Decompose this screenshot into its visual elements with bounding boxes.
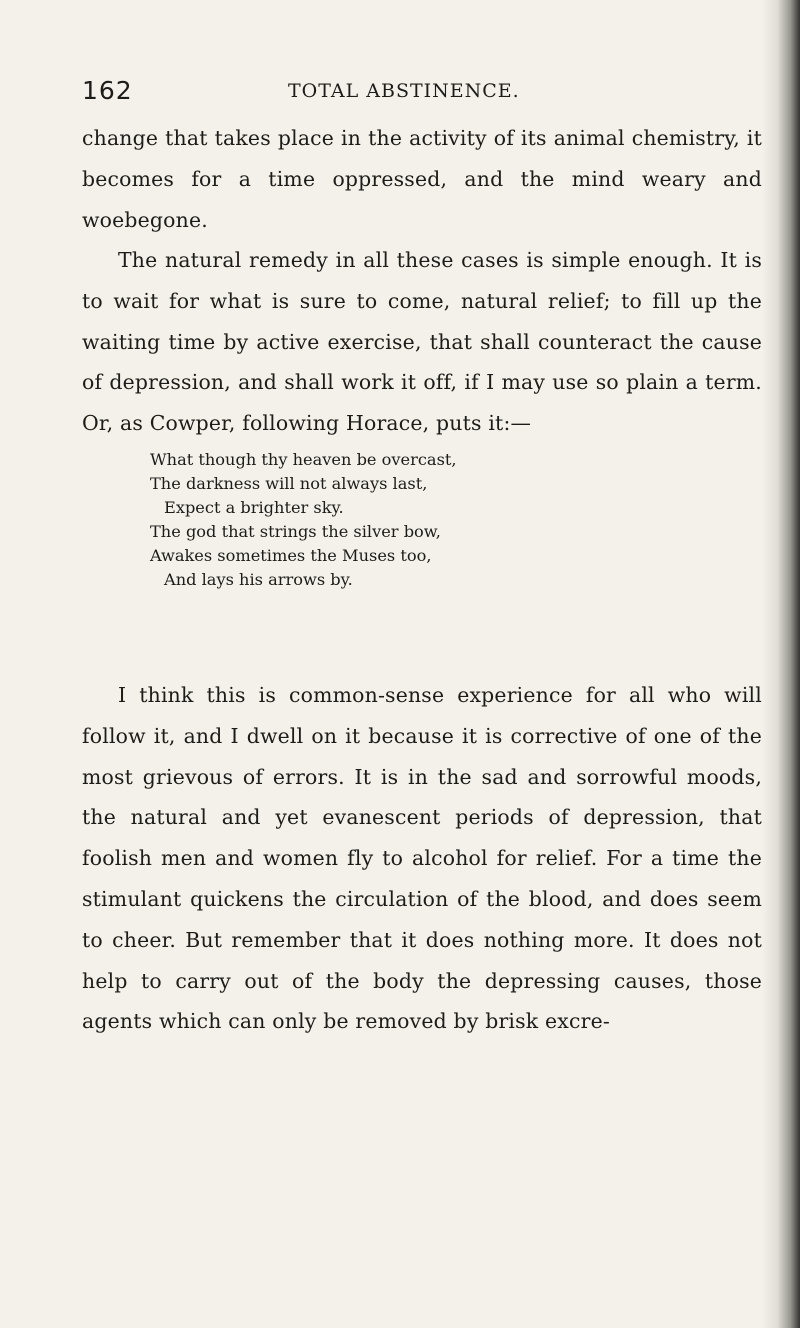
verse-line-5: Awakes sometimes the Muses too, [150, 546, 432, 565]
paragraph-2: The natural remedy in all these cases is simple enough. It is to wait for what is sure to come, natural relief; to fill up the waiting time by active exercise, that shall counteract the cause of depression, and shall work it off, if I may use so plain a term. Or, as Cowper, following Horace, puts it:— [82, 248, 762, 436]
page-edge-shadow [762, 0, 800, 1328]
paragraph-3: I think this is common-sense experience for all who will follow it, and I dwell on it because it is corrective of one of the most grievous of errors. It is in the sad and sorrowful moods, the natural and yet evanescent periods of depression, that foolish men and women fly to alcohol for relief. For a time the stimulant quickens the circulation of the blood, and does seem to cheer. But remember that it does nothing more. It does not help to carry out of the body the depressing causes, those agents which can only be removed by brisk excre- [82, 683, 762, 1034]
verse-quotation [150, 448, 710, 592]
running-head [82, 76, 762, 116]
verse-line-6: And lays his arrows by. [164, 570, 353, 589]
verse-line-2: The darkness will not always last, [150, 474, 428, 493]
paragraph-1: change that takes place in the activity of its animal chemistry, it becomes for a time oppressed, and the mind weary and woebegone. [82, 126, 762, 232]
verse-line-1: What though thy heaven be overcast, [150, 450, 457, 469]
verse-line-3: Expect a brighter sky. [164, 498, 344, 517]
page-number: 162 [82, 76, 133, 105]
verse-line-4: The god that strings the silver bow, [150, 522, 441, 541]
running-title: TOTAL ABSTINENCE. [288, 80, 520, 102]
